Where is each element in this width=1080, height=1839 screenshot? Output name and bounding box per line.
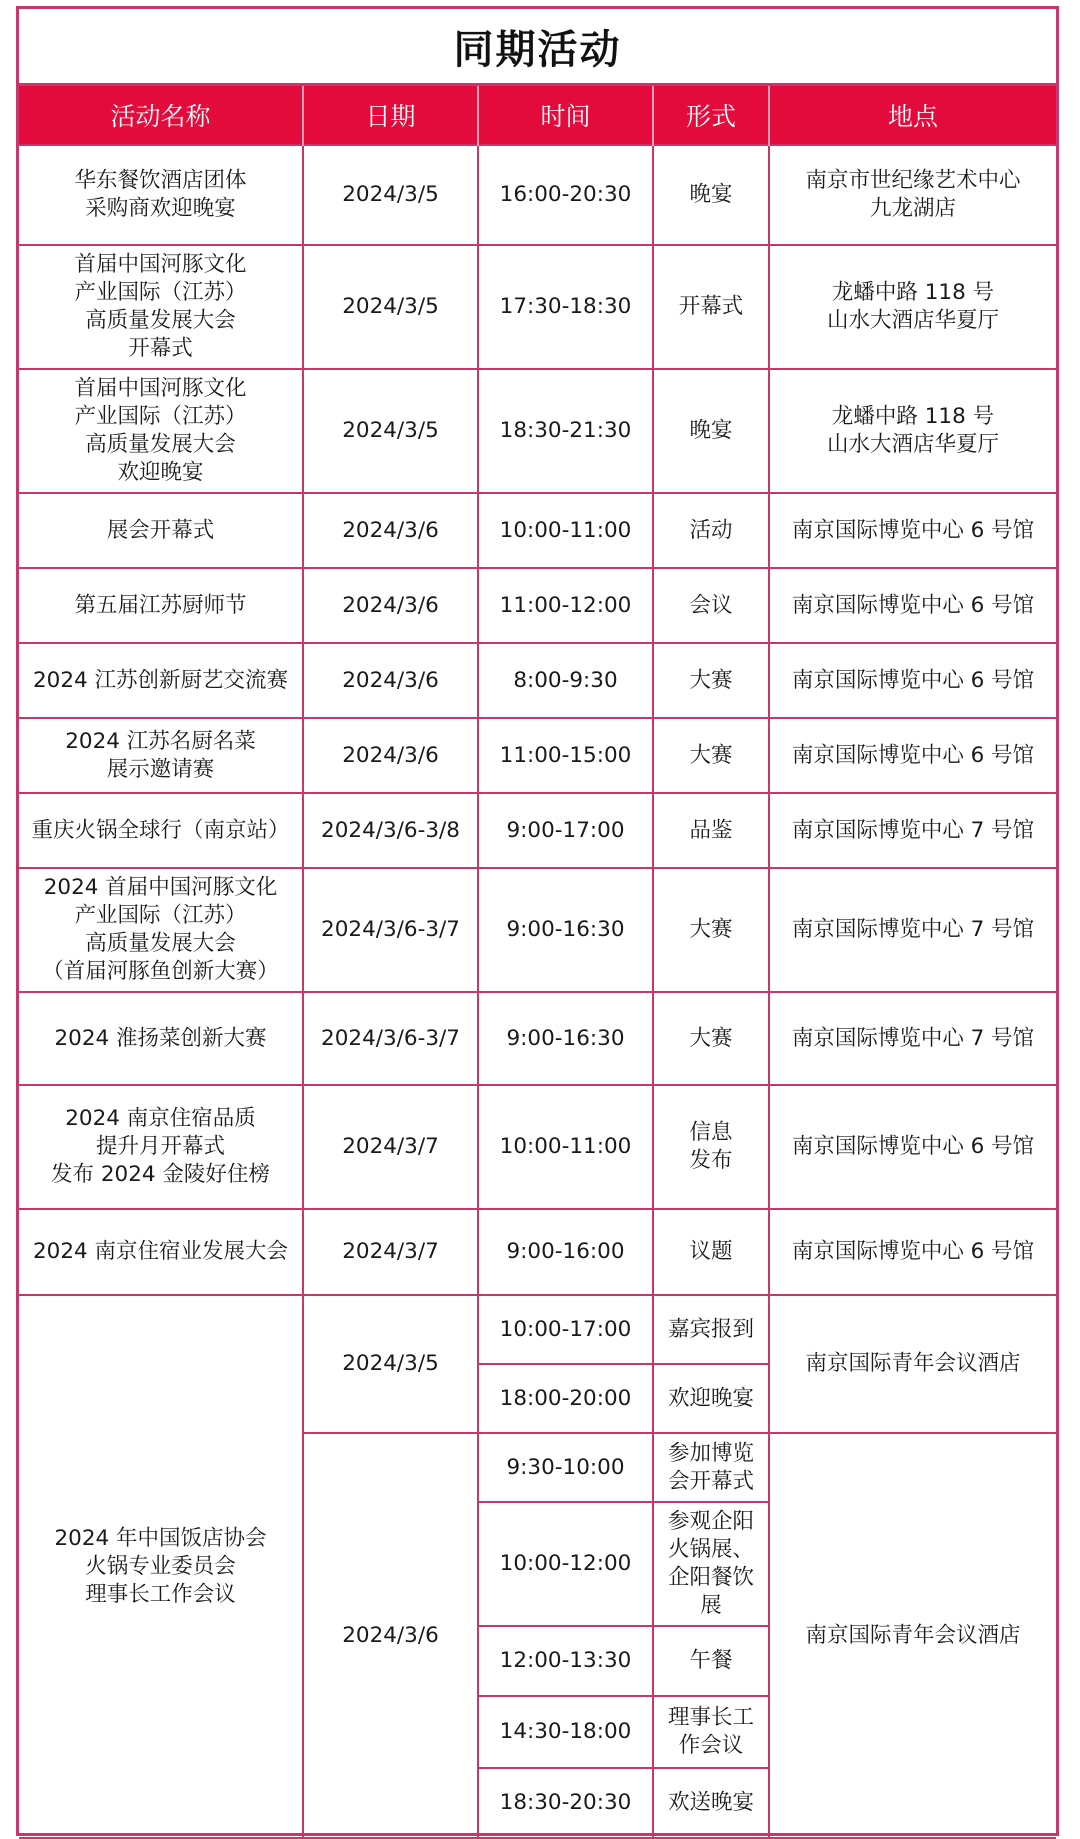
- cell-location: 南京国际博览中心 6 号馆: [769, 1085, 1056, 1209]
- cell-form: 参观企阳 火锅展、 企阳餐饮 展: [653, 1502, 769, 1626]
- header-form: 形式: [653, 86, 769, 145]
- cell-date: 2024/3/6: [303, 568, 478, 643]
- cell-location: 南京国际青年会议酒店: [769, 1433, 1056, 1838]
- cell-name: 第五届江苏厨师节: [19, 568, 303, 643]
- cell-form: 大赛: [653, 718, 769, 793]
- cell-location: 南京国际博览中心 7 号馆: [769, 868, 1056, 992]
- cell-date: 2024/3/6: [303, 1433, 478, 1838]
- table-row: [19, 493, 1056, 568]
- cell-date: 2024/3/6-3/8: [303, 793, 478, 868]
- cell-form: 午餐: [653, 1626, 769, 1696]
- table-row: [19, 1085, 1056, 1209]
- cell-name: 2024 淮扬菜创新大赛: [19, 992, 303, 1085]
- cell-time: 18:30-21:30: [478, 369, 653, 493]
- events-table: [19, 86, 1056, 1839]
- table-row: [19, 1295, 1056, 1364]
- cell-time: 16:00-20:30: [478, 145, 653, 245]
- header-location: 地点: [769, 86, 1056, 145]
- table-row: [19, 992, 1056, 1085]
- cell-name: 2024 南京住宿业发展大会: [19, 1209, 303, 1295]
- cell-form: 品鉴: [653, 793, 769, 868]
- cell-form: 活动: [653, 493, 769, 568]
- cell-date: 2024/3/6-3/7: [303, 992, 478, 1085]
- cell-location: 南京市世纪缘艺术中心 九龙湖店: [769, 145, 1056, 245]
- cell-form: 开幕式: [653, 245, 769, 369]
- cell-time: 10:00-11:00: [478, 493, 653, 568]
- cell-time: 9:00-16:30: [478, 868, 653, 992]
- cell-time: 10:00-12:00: [478, 1502, 653, 1626]
- cell-form: 大赛: [653, 643, 769, 718]
- cell-time: 9:30-10:00: [478, 1433, 653, 1502]
- cell-date: 2024/3/6: [303, 643, 478, 718]
- cell-form: 议题: [653, 1209, 769, 1295]
- cell-name: 2024 江苏名厨名菜 展示邀请赛: [19, 718, 303, 793]
- cell-form: 信息 发布: [653, 1085, 769, 1209]
- cell-form: 晚宴: [653, 145, 769, 245]
- table-row: [19, 1209, 1056, 1295]
- table-row: [19, 568, 1056, 643]
- cell-location: 南京国际博览中心 7 号馆: [769, 992, 1056, 1085]
- cell-time: 18:30-20:30: [478, 1768, 653, 1838]
- cell-location: 南京国际博览中心 7 号馆: [769, 793, 1056, 868]
- cell-name: 2024 江苏创新厨艺交流赛: [19, 643, 303, 718]
- table-row: [19, 245, 1056, 369]
- cell-form: 大赛: [653, 992, 769, 1085]
- cell-form: 大赛: [653, 868, 769, 992]
- cell-time: 18:00-20:00: [478, 1364, 653, 1433]
- cell-time: 9:00-17:00: [478, 793, 653, 868]
- cell-location: 龙蟠中路 118 号 山水大酒店华夏厅: [769, 369, 1056, 493]
- table-row: [19, 793, 1056, 868]
- cell-form: 会议: [653, 568, 769, 643]
- cell-time: 11:00-15:00: [478, 718, 653, 793]
- cell-location: 南京国际博览中心 6 号馆: [769, 568, 1056, 643]
- cell-form: 参加博览 会开幕式: [653, 1433, 769, 1502]
- cell-time: 14:30-18:00: [478, 1696, 653, 1768]
- cell-form: 欢迎晚宴: [653, 1364, 769, 1433]
- cell-name: 2024 首届中国河豚文化 产业国际（江苏） 高质量发展大会 （首届河豚鱼创新大赛）: [19, 868, 303, 992]
- cell-form: 理事长工 作会议: [653, 1696, 769, 1768]
- cell-date: 2024/3/5: [303, 369, 478, 493]
- header-name: 活动名称: [19, 86, 303, 145]
- cell-name: 重庆火锅全球行（南京站）: [19, 793, 303, 868]
- cell-time: 10:00-11:00: [478, 1085, 653, 1209]
- table-row: [19, 145, 1056, 245]
- cell-name: 2024 年中国饭店协会 火锅专业委员会 理事长工作会议: [19, 1295, 303, 1838]
- cell-form: 嘉宾报到: [653, 1295, 769, 1364]
- cell-name: 首届中国河豚文化 产业国际（江苏） 高质量发展大会 开幕式: [19, 245, 303, 369]
- cell-time: 9:00-16:30: [478, 992, 653, 1085]
- cell-time: 8:00-9:30: [478, 643, 653, 718]
- cell-location: 南京国际青年会议酒店: [769, 1295, 1056, 1433]
- cell-name: 2024 南京住宿品质 提升月开幕式 发布 2024 金陵好住榜: [19, 1085, 303, 1209]
- cell-date: 2024/3/7: [303, 1085, 478, 1209]
- cell-time: 10:00-17:00: [478, 1295, 653, 1364]
- cell-date: 2024/3/5: [303, 245, 478, 369]
- cell-date: 2024/3/5: [303, 1295, 478, 1433]
- table-header-row: [19, 86, 1056, 145]
- cell-name: 首届中国河豚文化 产业国际（江苏） 高质量发展大会 欢迎晚宴: [19, 369, 303, 493]
- cell-date: 2024/3/5: [303, 145, 478, 245]
- cell-location: 南京国际博览中心 6 号馆: [769, 718, 1056, 793]
- cell-location: 龙蟠中路 118 号 山水大酒店华夏厅: [769, 245, 1056, 369]
- cell-form: 欢送晚宴: [653, 1768, 769, 1838]
- page-title: 同期活动: [19, 9, 1056, 86]
- cell-date: 2024/3/6: [303, 718, 478, 793]
- cell-time: 17:30-18:30: [478, 245, 653, 369]
- cell-date: 2024/3/6-3/7: [303, 868, 478, 992]
- cell-form: 晚宴: [653, 369, 769, 493]
- table-row: [19, 718, 1056, 793]
- events-sheet: [16, 6, 1059, 1836]
- table-row: [19, 868, 1056, 992]
- cell-location: 南京国际博览中心 6 号馆: [769, 643, 1056, 718]
- table-row: [19, 643, 1056, 718]
- header-date: 日期: [303, 86, 478, 145]
- header-time: 时间: [478, 86, 653, 145]
- cell-time: 11:00-12:00: [478, 568, 653, 643]
- cell-date: 2024/3/7: [303, 1209, 478, 1295]
- cell-time: 12:00-13:30: [478, 1626, 653, 1696]
- cell-name: 展会开幕式: [19, 493, 303, 568]
- cell-time: 9:00-16:00: [478, 1209, 653, 1295]
- cell-location: 南京国际博览中心 6 号馆: [769, 1209, 1056, 1295]
- cell-name: 华东餐饮酒店团体 采购商欢迎晚宴: [19, 145, 303, 245]
- table-row: [19, 369, 1056, 493]
- cell-location: 南京国际博览中心 6 号馆: [769, 493, 1056, 568]
- cell-date: 2024/3/6: [303, 493, 478, 568]
